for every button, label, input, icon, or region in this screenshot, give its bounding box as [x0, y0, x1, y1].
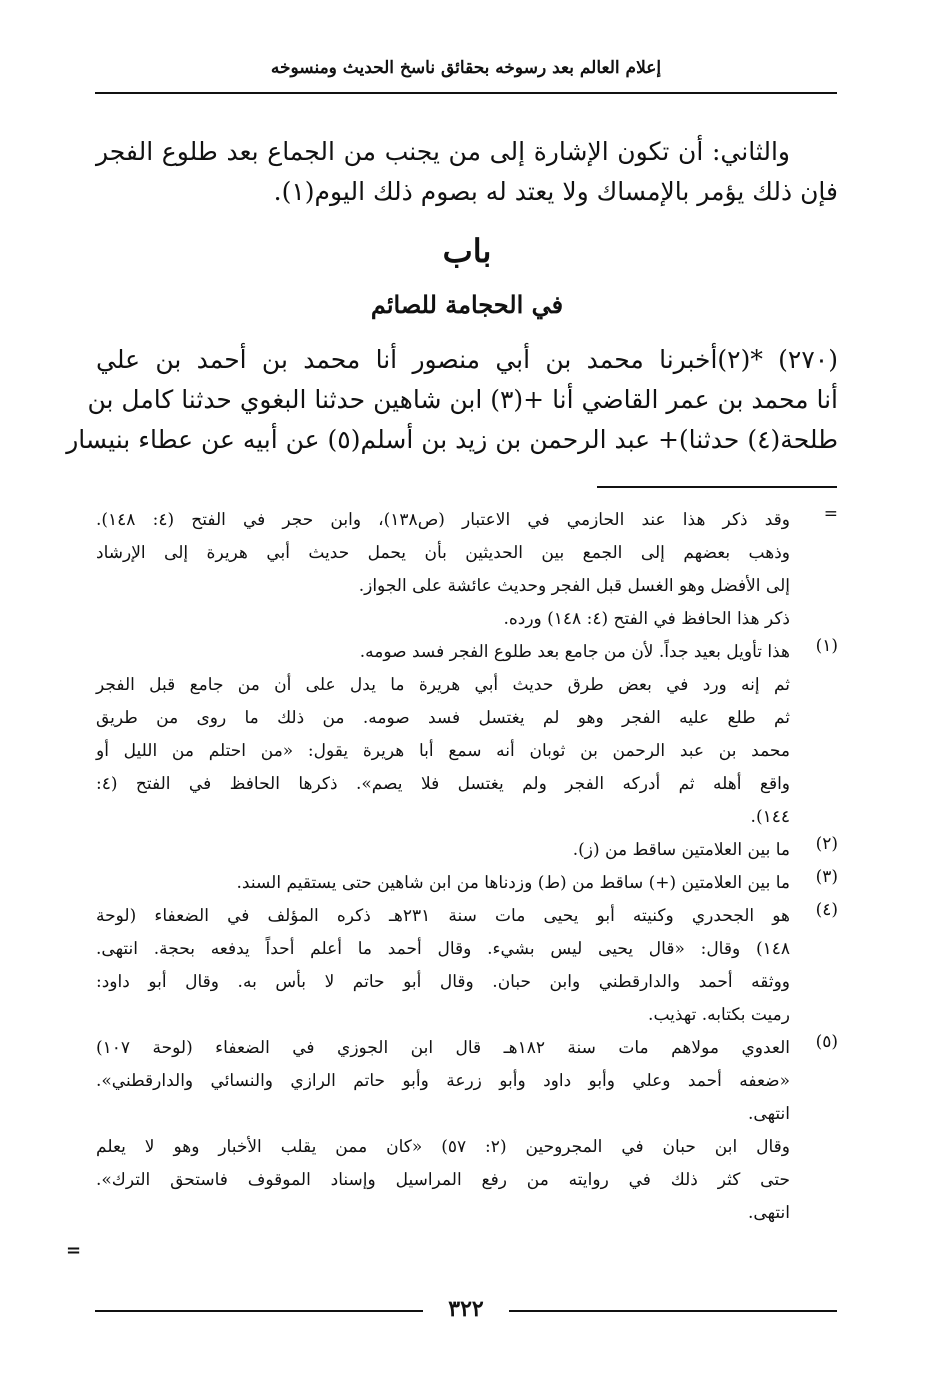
hadith-line: أنا محمد بن عمر القاضي أنا +(٣) ابن شاهين حدثنا البغوي حدثنا كامل بن: [87, 385, 838, 414]
footnote-line: انتهى.: [748, 1203, 790, 1223]
running-header: إعلام العالم بعد رسوخه بحقائق ناسخ الحديث ومنسوخه: [270, 58, 662, 78]
footnote-line: ١٤٤).: [750, 807, 790, 827]
footnote-line: ما بين العلامتين ساقط من (ز).: [572, 840, 790, 860]
footnote-continued: [96, 504, 838, 636]
footnote-number: (١): [815, 636, 838, 656]
footnote-number: (٢): [815, 834, 838, 854]
footnote-5: [96, 1032, 838, 1230]
page-number: ٣٢٢: [448, 1296, 484, 1322]
footnote-line: ١٤٨) وقال: «قال يحيى ليس بشيء. وقال أحمد ما أعلم أحداً يدفعه بحجة. انتهى.: [96, 939, 790, 959]
footnote-line: ووثقه أحمد والدارقطني وابن حبان. وقال أبو حاتم لا بأس به. وقال أبو داود:: [96, 972, 790, 992]
footnote-4: [96, 900, 838, 1032]
hadith-paragraph: [66, 340, 838, 460]
footnote-line: حتى كثر ذلك في روايته من رفع المراسيل وإسناد الموقوف فاستحق الترك».: [96, 1170, 790, 1190]
footnote-3: [96, 867, 838, 900]
footnote-1: [96, 636, 838, 834]
footnote-number: (٤): [815, 900, 838, 920]
continuation-mark: =: [823, 504, 838, 524]
footnote-line: العدوي مولاهم مات سنة ١٨٢هـ قال ابن الجوزي في الضعفاء (لوحة ١٠٧): [96, 1038, 790, 1058]
footnote-separator: [597, 486, 837, 488]
footnote-line: ثم إنه ورد في بعض طرق حديث أبي هريرة ما يدل على أن من جامع قبل الفجر: [96, 675, 790, 695]
hadith-line: (٢٧٠) *(٢)أخبرنا محمد بن أبي منصور أنا محمد بن أحمد بن علي: [96, 345, 838, 374]
footnote-line: ثم طلع عليه الفجر وهو لم يغتسل فسد صومه. من ذلك ما روى من طريق: [96, 708, 790, 728]
footnote-line: واقع أهله ثم أدركه الفجر ولم يغتسل فلا يصم». ذكرها الحافظ في الفتح (٤:: [96, 774, 790, 794]
intro-paragraph: [96, 132, 838, 212]
footnote-number: (٥): [815, 1032, 838, 1052]
chapter-heading: باب: [442, 232, 492, 270]
hadith-line: طلحة(٤) حدثنا)+ عبد الرحمن بن زيد بن أسلم(٥) عن أبيه عن عطاء بنيسار: [66, 425, 838, 454]
footnote-line: رميت بكتابه. تهذيب.: [648, 1005, 790, 1025]
footnote-line: ما بين العلامتين (+) ساقط من (ط) وزدناها من ابن شاهين حتى يستقيم السند.: [236, 873, 790, 893]
footnote-number: (٣): [815, 867, 838, 887]
footnote-line: انتهى.: [748, 1104, 790, 1124]
intro-line: فإن ذلك يؤمر بالإمساك ولا يعتد له بصوم ذلك اليوم(١).: [273, 177, 838, 206]
page-number-area: [95, 1296, 837, 1326]
footnote-line: ذكر هذا الحافظ في الفتح (٤: ١٤٨) ورده.: [503, 609, 790, 629]
chapter-title: في الحجامة للصائم: [370, 290, 564, 319]
footnote-line: وذهب بعضهم إلى الجمع بين الحديثين بأن يحمل حديث أبي هريرة إلى الإرشاد: [96, 543, 790, 563]
footnotes: [96, 504, 838, 1230]
header-rule: [95, 92, 837, 94]
continuation-mark: =: [66, 1240, 82, 1261]
footnote-line: محمد بن عبد الرحمن بن ثوبان أنه سمع أبا هريرة يقول: «من احتلم من الليل أو: [96, 741, 790, 761]
footnote-2: [96, 834, 838, 867]
footnote-line: «ضعفه أحمد وعلي وأبو داود وأبو زرعة وأبو حاتم الرازي والنسائي والدارقطني».: [96, 1071, 790, 1091]
footnote-line: إلى الأفضل وهو الغسل قبل الفجر وحديث عائشة على الجواز.: [358, 576, 790, 596]
footnote-line: هو الجحدري وكنيته أبو يحيى مات سنة ٢٣١هـ ذكره المؤلف في الضعفاء (لوحة: [96, 906, 790, 926]
page-number-rule: [509, 1310, 837, 1312]
intro-line: والثاني: أن تكون الإشارة إلى من يجنب من الجماع بعد طلوع الفجر: [96, 137, 790, 166]
footnote-line: هذا تأويل بعيد جداً. لأن من جامع بعد طلوع الفجر فسد صومه.: [359, 642, 790, 662]
footnote-line: وقد ذكر هذا عند الحازمي في الاعتبار (ص١٣٨)، وابن حجر في الفتح (٤: ١٤٨).: [96, 510, 790, 530]
footnote-line: وقال ابن حبان في المجروحين (٢: ٥٧) «كان ممن يقلب الأخبار وهو لا يعلم: [96, 1137, 790, 1157]
